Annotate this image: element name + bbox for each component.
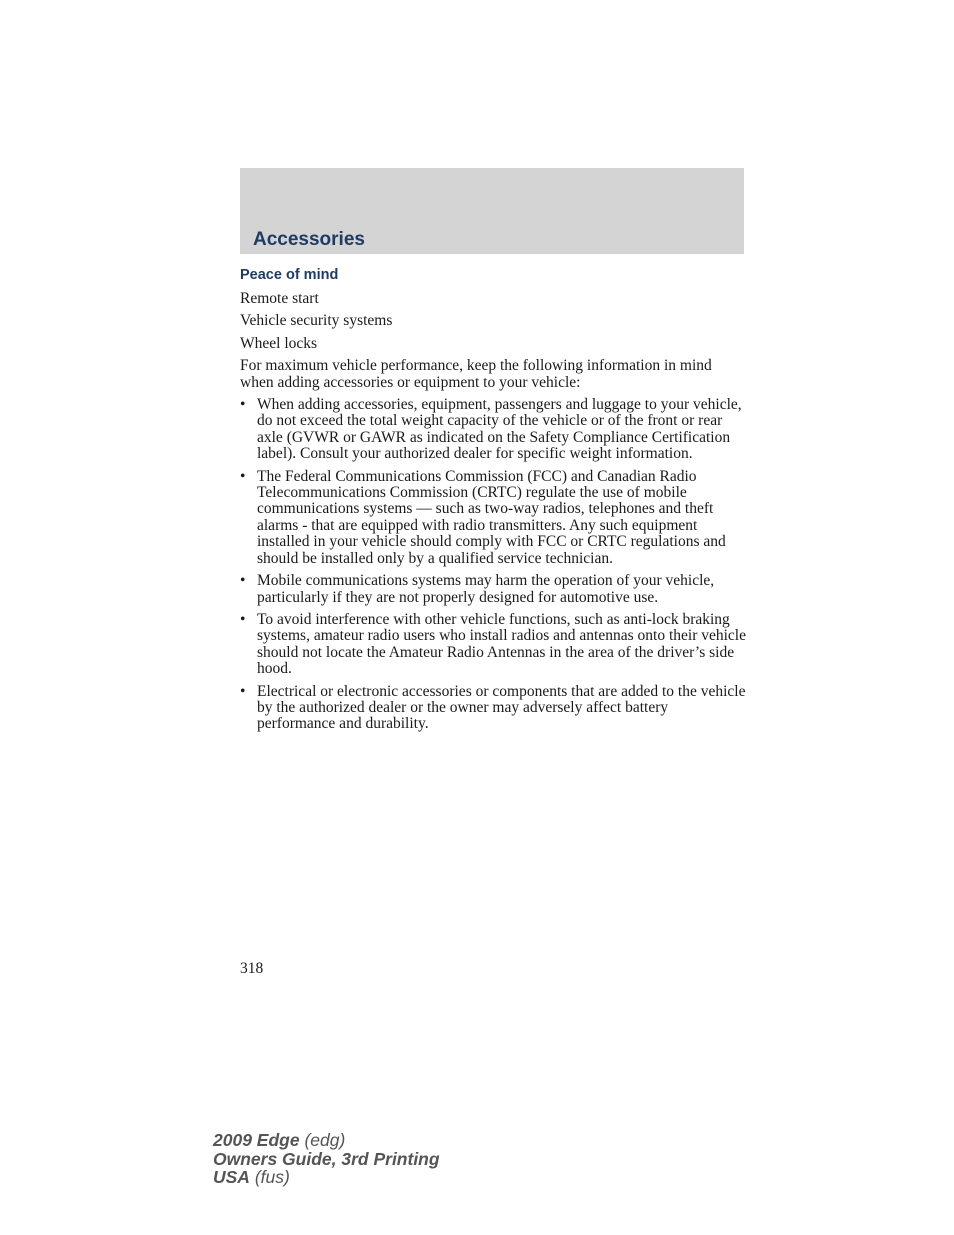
footer-region: USA (213, 1167, 250, 1187)
document-footer (213, 1131, 440, 1187)
bullet-item-fcc-crtc (240, 469, 746, 567)
footer-model: 2009 Edge (213, 1130, 300, 1150)
bullet-item-battery (240, 684, 746, 733)
accessory-item-security-systems: Vehicle security systems (240, 312, 393, 330)
bullet-item-radio-interference (240, 612, 746, 678)
accessory-item-wheel-locks: Wheel locks (240, 334, 318, 352)
bullet-item-mobile-communications (240, 573, 746, 606)
accessory-item-remote-start: Remote start (240, 290, 319, 307)
footer-line-region (213, 1168, 440, 1187)
bullet-text: Mobile communications systems may harm the operation of your vehicle, particularly if they are not properly designed for automotive use. (257, 572, 715, 606)
bullet-text: When adding accessories, equipment, passengers and luggage to your vehicle, do not exceed the total weight capacity of the vehicle or of the front or rear axle (GVWR or GAWR as indicated on the Safety Compliance Certification label). Consult your authorized dealer for specific weight information. (257, 396, 742, 463)
footer-region-code: (fus) (249, 1167, 290, 1187)
footer-model-code: (edg) (299, 1130, 346, 1150)
page-content (240, 266, 746, 739)
section-title: Accessories (253, 229, 365, 250)
bullet-list (240, 397, 746, 733)
bullet-item-weight-capacity (240, 397, 746, 463)
bullet-dot-icon: • (240, 610, 246, 628)
page-number: 318 (240, 960, 264, 977)
bullet-dot-icon: • (240, 682, 246, 700)
bullet-dot-icon: • (240, 396, 246, 414)
bullet-text: Electrical or electronic accessories or components that are added to the vehicle by the authorized dealer or the owner may adversely affect battery performance and durability. (257, 682, 746, 733)
bullet-dot-icon: • (240, 572, 246, 590)
bullet-dot-icon: • (240, 467, 246, 485)
subheading: Peace of mind (240, 267, 339, 283)
bullet-text: The Federal Communications Commission (FCC) and Canadian Radio Telecommunications Commission (CRTC) regulate the use of mobile communications systems — such as two-way radios, telephones and theft alarms - that are equipped with radio transmitters. Any such equipment installed in your vehicle should comply with FCC or CRTC regulations and should be installed only by a qualified service technician. (257, 467, 726, 567)
footer-line-model (213, 1131, 440, 1150)
footer-line-guide (213, 1150, 440, 1169)
section-header-band (240, 168, 744, 254)
intro-paragraph: For maximum vehicle performance, keep the following information in mind when adding accessories or equipment to your vehicle: (240, 357, 712, 391)
footer-guide: Owners Guide, 3rd Printing (213, 1148, 440, 1169)
bullet-text: To avoid interference with other vehicle functions, such as anti-lock braking systems, amateur radio users who install radios and antennas onto their vehicle should not locate the Amateur Radio Antennas in the area of the driver’s side hood. (257, 610, 746, 678)
